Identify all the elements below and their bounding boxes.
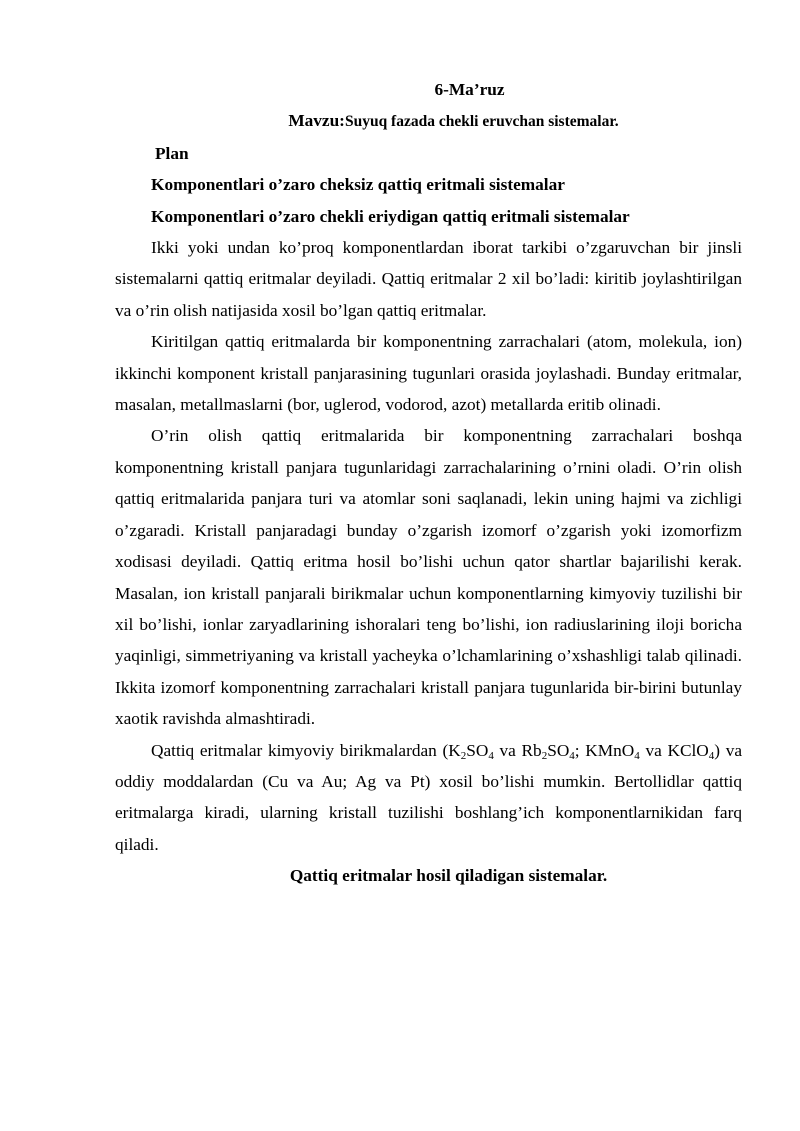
lecture-title: 6-Ma’ruz (434, 80, 505, 99)
topic-value: Suyuq fazada chekli eruvchan sistemalar. (344, 113, 619, 131)
section-heading: Qattiq eritmalar hosil qiladigan sistemalar. (289, 866, 608, 886)
formula-kclo4: KClO$_4$ (667, 740, 715, 762)
outline-item: Komponentlari o’zaro cheksiz qattiq eritmali sistemalar (151, 175, 565, 195)
formula-k2so4: $K_2SO_4$ (448, 740, 494, 762)
outline-item: Komponentlari o’zaro chekli eriydigan qattiq eritmali sistemalar (151, 206, 630, 226)
document-body (115, 74, 742, 892)
body-paragraph: O’rin olish qattiq eritmalarida bir komponentning zarrachalari boshqa komponentning kristall panjara tugunlaridagi zarrachalarining o’rnini oladi. O’rin olish qattiq eritmalarida panjara turi va atomlar soni saqlanadi, lekin uning hajmi va zichligi o’zgaradi. Kristall panjaradagi bunday o’zgarish izomorf o’zgarish yoki izomorfizm xodisasi deyiladi. Qattiq eritma hosil bo’lishi uchun qator shartlar bajarilishi kerak. Masalan, ion kristall panjarali birikmalar uchun komponentlarning kimyoviy tuzilishi bir xil bo’lishi, ionlar zaryadlarining ishoralari teng bo’lishi, ion radiuslarining iloji boricha yaqinligi, simmetriyaning va kristall yacheyka o’lchamlarining o’xshashligi talab qilinadi. Ikkita izomorf komponentning zarrachalari kristall panjara tugunlarida bir-birini butunlay xaotik ravishda almashtiradi. (115, 426, 742, 729)
body-paragraph: Ikki yoki undan ko’proq komponentlardan iborat tarkibi o’zgaruvchan bir jinsli sistemalarni qattiq eritmalar deyiladi. Qattiq eritmalar 2 xil bo’ladi: kiritib joylashtirilgan va o’rin olish natijasida xosil bo’lgan qattiq eritmalar. (115, 238, 742, 320)
topic-line (115, 105, 742, 137)
formula-rb2so4: $Rb_2SO_4$ (521, 740, 575, 762)
plan-heading: Plan (155, 143, 189, 163)
compounds-rest: ) va oddiy moddalardan (Cu va Au; Ag va Pt) xosil bo’lishi mumkin. Bertollidlar qattiq eritmalarga kiradi, ularning kristall tuzilishi boshlang’ich komponentlarnikidan farq qiladi. (115, 740, 743, 854)
topic-label: Mavzu: (288, 111, 345, 131)
body-paragraph: Kiritilgan qattiq eritmalarda bir komponentning zarrachalari (atom, molekula, ion) ikkinchi komponent kristall panjarasining tugunlari orasida joylashadi. Bunday eritmalar, masalan, metallmaslarni (bor, uglerod, vodorod, azot) metallarda eritib olinadi. (115, 332, 742, 415)
formula-kmno4: KMnO$_4$ (585, 740, 640, 762)
compounds-paragraph: Qattiq eritmalar kimyoviy birikmalardan ($K_2SO_4$ va $Rb_2SO_4$; KMnO$_4$ va KClO$_4$) va oddiy moddalardan (Cu va Au; Ag va Pt) xosil bo’lishi mumkin. Bertollidlar qattiq eritmalarga kiradi, ularning kristall tuzilishi boshlang’ich komponentlarnikidan farq qiladi. (115, 740, 743, 854)
compounds-intro: Qattiq eritmalar kimyoviy birikmalardan ( (151, 740, 449, 760)
